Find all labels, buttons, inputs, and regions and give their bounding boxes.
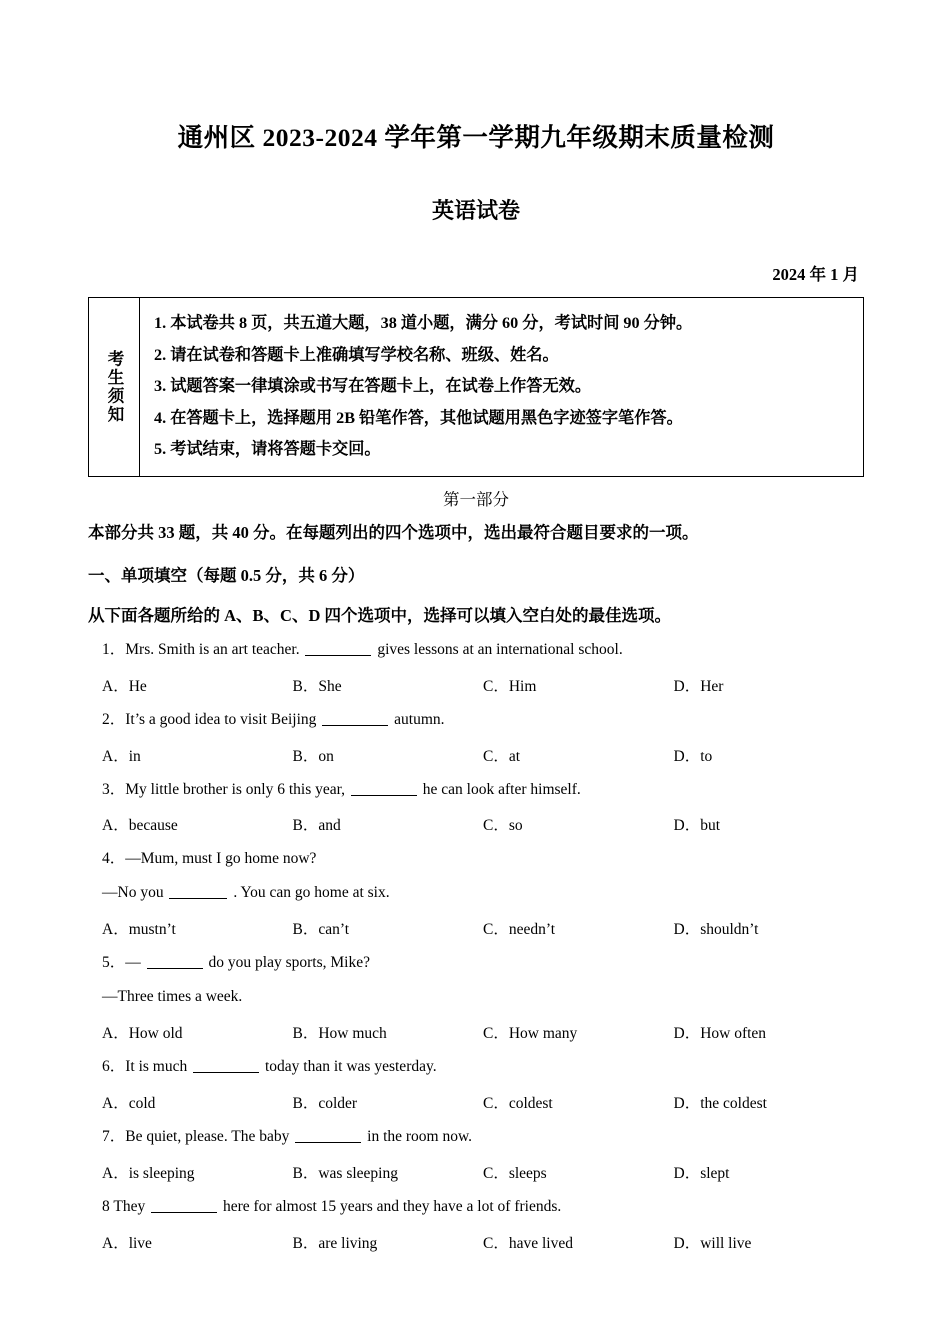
- option-c[interactable]: C．have lived: [483, 1234, 573, 1252]
- option-b[interactable]: B．She: [292, 677, 342, 695]
- answer-blank: [351, 795, 417, 796]
- option-d[interactable]: D．How often: [673, 1025, 767, 1043]
- question-stem-before: 4．—Mum, must I go home now?: [102, 850, 317, 868]
- question-stem-before: 1．Mrs. Smith is an art teacher.: [102, 640, 300, 658]
- question-stem: [88, 953, 864, 974]
- option-d[interactable]: D．the coldest: [673, 1095, 767, 1113]
- option-d[interactable]: D．shouldn’t: [673, 921, 759, 939]
- answer-blank: [147, 968, 203, 969]
- section-heading: 一、单项填空（每题 0.5 分，共 6 分）: [88, 565, 365, 585]
- question-options: [88, 1091, 864, 1113]
- option-b[interactable]: B．on: [292, 747, 334, 765]
- question-stem-before: 5．—: [102, 954, 141, 972]
- option-c[interactable]: C．sleeps: [483, 1165, 547, 1183]
- option-c[interactable]: C．needn’t: [483, 921, 556, 939]
- notice-item: 5. 考试结束，请将答题卡交回。: [154, 440, 381, 459]
- answer-blank: [295, 1142, 361, 1143]
- page-content: [88, 0, 864, 1253]
- notice-item: 1. 本试卷共 8 页，共五道大题，38 道小题，满分 60 分，考试时间 90 分钟。: [154, 314, 693, 332]
- question-block: [88, 710, 864, 766]
- answer-blank: [169, 898, 227, 899]
- question-block: [88, 1127, 864, 1183]
- page-subtitle: 英语试卷: [431, 198, 520, 223]
- option-c[interactable]: C．Him: [483, 677, 537, 695]
- question-stem: [88, 710, 864, 731]
- question-options: [88, 1161, 864, 1183]
- question-stem-after: do you play sports, Mike?: [208, 954, 370, 972]
- question-stem-continuation: [88, 987, 864, 1008]
- question-block: [88, 849, 864, 939]
- option-a[interactable]: A．live: [102, 1234, 152, 1252]
- part-description: 本部分共 33 题，共 40 分。在每题列出的四个选项中，选出最符合题目要求的一项。: [88, 522, 699, 542]
- notice-item-list: [140, 298, 863, 476]
- option-b[interactable]: B．and: [292, 817, 341, 835]
- option-a[interactable]: A．He: [102, 677, 147, 695]
- option-c[interactable]: C．coldest: [483, 1095, 553, 1113]
- question-stem: [88, 640, 864, 661]
- option-c[interactable]: C．How many: [483, 1025, 578, 1043]
- question-block: [88, 1197, 864, 1253]
- option-c[interactable]: C．at: [483, 747, 521, 765]
- option-a[interactable]: A．How old: [102, 1025, 183, 1043]
- question-stem: [88, 1127, 864, 1148]
- option-d[interactable]: D．slept: [673, 1165, 730, 1183]
- notice-item: 4. 在答题卡上，选择题用 2B 铅笔作答，其他试题用黑色字迹签字笔作答。: [154, 408, 683, 427]
- question-stem: [88, 1057, 864, 1078]
- notice-item: 3. 试题答案一律填涂或书写在答题卡上，在试卷上作答无效。: [154, 377, 592, 396]
- continuation-before: —No you: [102, 884, 164, 902]
- option-a[interactable]: A．cold: [102, 1095, 156, 1113]
- question-block: [88, 780, 864, 836]
- question-stem: [88, 780, 864, 801]
- continuation-after: . You can go home at six.: [233, 884, 390, 902]
- question-block: [88, 640, 864, 696]
- part-heading: 第一部分: [443, 489, 509, 509]
- question-options: [88, 744, 864, 766]
- option-d[interactable]: D．but: [673, 817, 721, 835]
- question-stem: [88, 849, 864, 870]
- question-stem-before: 7．Be quiet, please. The baby: [102, 1128, 290, 1146]
- question-options: [88, 917, 864, 939]
- option-d[interactable]: D．to: [673, 747, 713, 765]
- answer-blank: [193, 1072, 259, 1073]
- answer-blank: [322, 725, 388, 726]
- question-options: [88, 674, 864, 696]
- option-b[interactable]: B．colder: [292, 1095, 358, 1113]
- question-stem-after: today than it was yesterday.: [265, 1058, 437, 1076]
- option-b[interactable]: B．can’t: [292, 921, 350, 939]
- question-stem-continuation: [88, 883, 864, 904]
- option-d[interactable]: D．will live: [673, 1234, 752, 1252]
- question-stem-after: here for almost 15 years and they have a lot of friends.: [222, 1198, 562, 1216]
- question-stem-before: 8 They: [102, 1198, 146, 1216]
- notice-item: 2. 请在试卷和答题卡上准确填写学校名称、班级、姓名。: [154, 345, 559, 364]
- option-a[interactable]: A．in: [102, 747, 141, 765]
- question-options: [88, 1021, 864, 1043]
- answer-blank: [305, 655, 371, 656]
- section-instruction: 从下面各题所给的 A、B、C、D 四个选项中，选择可以填入空白处的最佳选项。: [88, 605, 672, 625]
- candidate-notice-box: [88, 297, 864, 477]
- option-d[interactable]: D．Her: [673, 677, 724, 695]
- option-b[interactable]: B．How much: [292, 1025, 387, 1043]
- question-stem-before: 3．My little brother is only 6 this year,: [102, 780, 346, 798]
- question-stem: [88, 1197, 864, 1218]
- option-a[interactable]: A．mustn’t: [102, 921, 176, 939]
- question-options: [88, 1231, 864, 1253]
- option-c[interactable]: C．so: [483, 817, 523, 835]
- question-stem-after: autumn.: [394, 710, 445, 728]
- continuation-before: —Three times a week.: [102, 988, 243, 1006]
- notice-label-cell: [89, 298, 140, 476]
- option-b[interactable]: B．was sleeping: [292, 1165, 398, 1183]
- question-stem-after: he can look after himself.: [422, 780, 581, 798]
- question-options: [88, 813, 864, 835]
- option-b[interactable]: B．are living: [292, 1234, 378, 1252]
- question-stem-before: 6．It is much: [102, 1058, 188, 1076]
- question-stem-before: 2．It’s a good idea to visit Beijing: [102, 710, 317, 728]
- page-title: 通州区 2023-2024 学年第一学期九年级期末质量检测: [177, 123, 775, 152]
- answer-blank: [151, 1212, 217, 1213]
- option-a[interactable]: A．because: [102, 817, 178, 835]
- exam-date: 2024 年 1 月: [772, 265, 859, 284]
- question-block: [88, 1057, 864, 1113]
- question-stem-after: in the room now.: [367, 1128, 473, 1146]
- question-stem-after: gives lessons at an international school.: [377, 640, 623, 658]
- notice-label-text: 考生须知: [104, 349, 124, 424]
- option-a[interactable]: A．is sleeping: [102, 1165, 195, 1183]
- question-block: [88, 953, 864, 1043]
